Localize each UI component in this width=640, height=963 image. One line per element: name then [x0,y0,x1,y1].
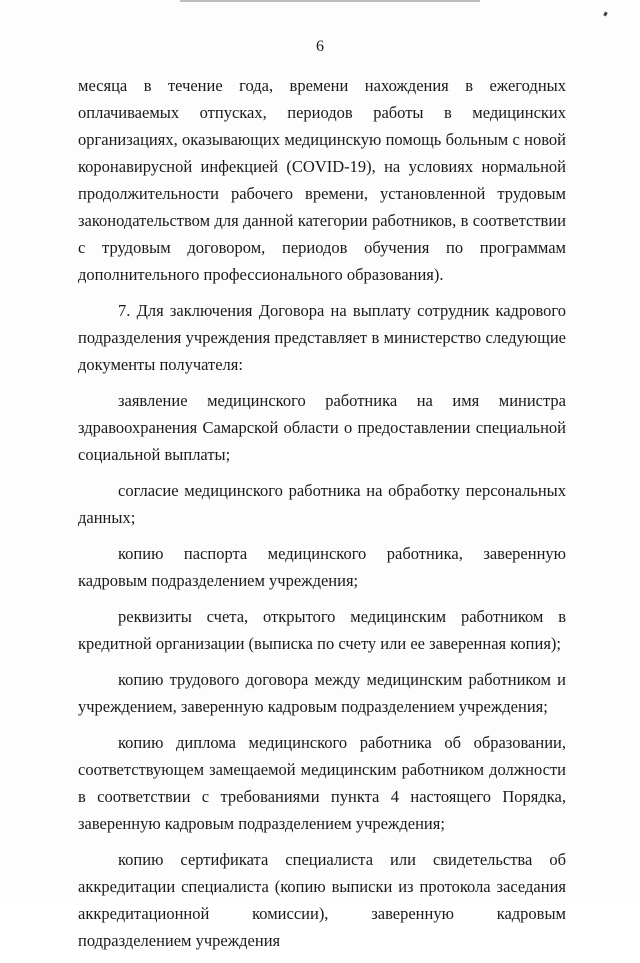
paragraph-continuation: месяца в течение года, времени нахождения в ежегодных оплачиваемых отпусках, периодов работы в медицинских организациях, оказывающих медицинскую помощь больным с новой коронавирусной инфекцией (COVID-19), на условиях нормальной продолжительности рабочего времени, установленной трудовым законодательством для данной категории работников, в соответствии с трудовым договором, периодов обучения по программам дополнительного профессионального образования). [78,76,566,284]
paragraph-consent: согласие медицинского работника на обработку персональных данных; [78,481,566,527]
scan-edge-line [180,0,480,2]
paragraph-diploma-copy: копию диплома медицинского работника об образовании, соответствующем замещаемой медицинским работником должности в соответствии с требованиями пункта 4 настоящего Порядка, заверенную кадровым подразделением учреждения; [78,733,566,833]
paragraph-certificate-copy: копию сертификата специалиста или свидетельства об аккредитации специалиста (копию выписки из протокола заседания аккредитационной комиссии), заверенную кадровым подразделением учреждения [78,850,566,950]
paragraph-passport-copy: копию паспорта медицинского работника, заверенную кадровым подразделением учреждения; [78,544,566,590]
page-number: 6 [316,38,324,55]
paragraph-labor-contract: копию трудового договора между медицинским работником и учреждением, заверенную кадровым подразделением учреждения; [78,670,566,716]
scan-speck [603,12,608,17]
paragraph-bank-details: реквизиты счета, открытого медицинским работником в кредитной организации (выписка по счету или ее заверенная копия); [78,607,566,653]
paragraph-application: заявление медицинского работника на имя министра здравоохранения Самарской области о предоставлении специальной социальной выплаты; [78,391,566,464]
document-body [78,72,566,963]
paragraph-item-7: 7. Для заключения Договора на выплату сотрудник кадрового подразделения учреждения представляет в министерство следующие документы получателя: [78,301,566,374]
